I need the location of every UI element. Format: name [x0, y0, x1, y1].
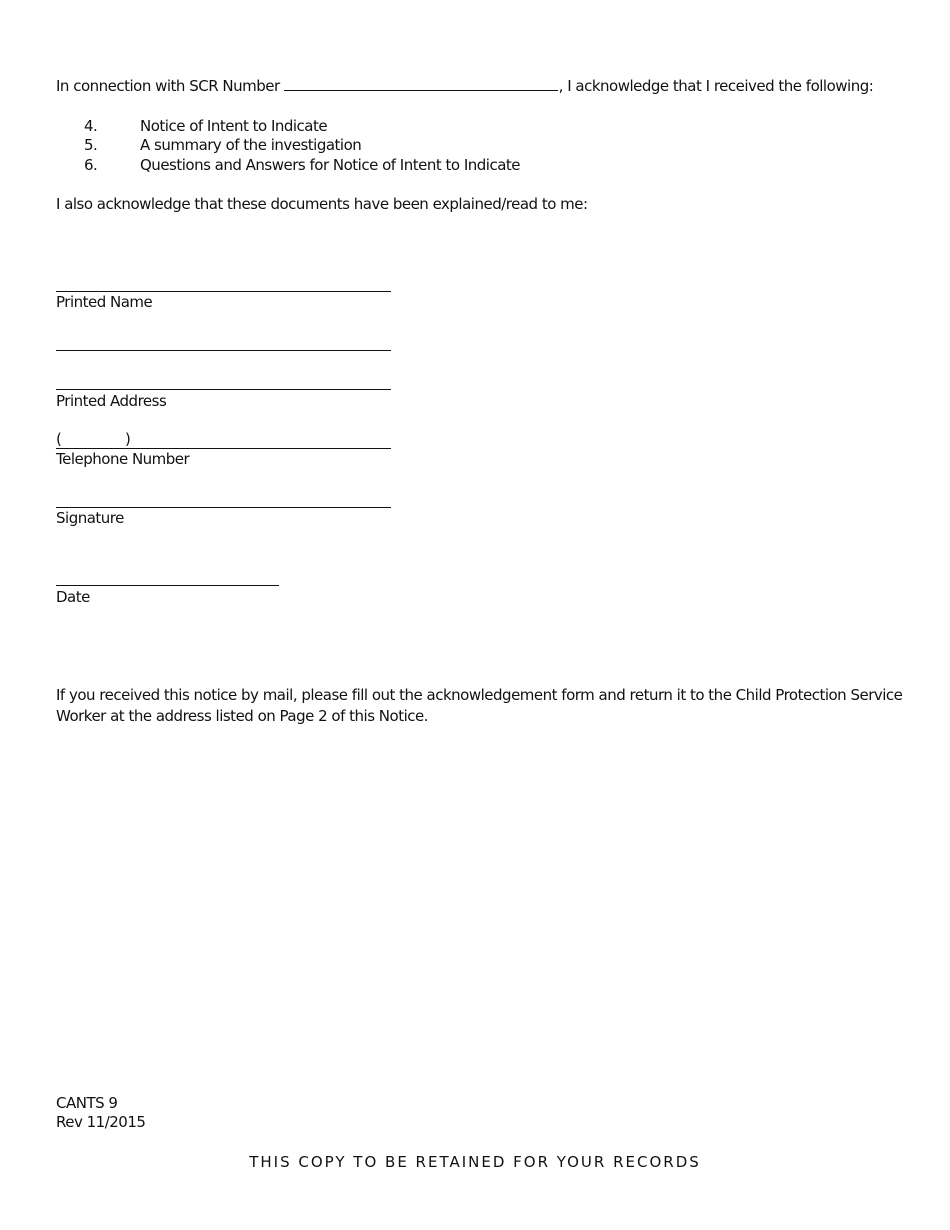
telephone-label: Telephone Number — [56, 450, 190, 468]
address-line-2[interactable] — [56, 389, 391, 390]
signature-line[interactable] — [56, 507, 391, 508]
date-line[interactable] — [56, 585, 279, 586]
list-item-number: 6. — [84, 156, 98, 174]
date-label: Date — [56, 588, 90, 606]
acknowledge-statement: I also acknowledge that these documents have been explained/read to me: — [56, 195, 588, 213]
form-code: CANTS 9 — [56, 1094, 118, 1112]
intro-line — [56, 76, 873, 95]
intro-suffix: , I acknowledge that I received the following: — [558, 77, 874, 95]
printed-address-label: Printed Address — [56, 392, 167, 410]
telephone-line[interactable] — [56, 448, 391, 449]
list-item-text: Notice of Intent to Indicate — [140, 117, 328, 135]
printed-name-label: Printed Name — [56, 293, 153, 311]
list-item-text: A summary of the investigation — [140, 136, 362, 154]
mail-instructions: If you received this notice by mail, please fill out the acknowledgement form and return it to the Child Protection Service Worker at the address listed on Page 2 of this Notice. — [56, 686, 903, 725]
address-line-1[interactable] — [56, 350, 391, 351]
list-item-number: 4. — [84, 117, 98, 135]
scr-number-blank[interactable] — [284, 76, 558, 91]
list-item-number: 5. — [84, 136, 98, 154]
phone-area-open-paren: ( — [56, 430, 62, 448]
retain-copy-note: THIS COPY TO BE RETAINED FOR YOUR RECORDS — [249, 1153, 701, 1171]
intro-prefix: In connection with SCR Number — [56, 77, 280, 95]
printed-name-line[interactable] — [56, 291, 391, 292]
form-revision: Rev 11/2015 — [56, 1113, 146, 1131]
list-item-text: Questions and Answers for Notice of Intent to Indicate — [140, 156, 520, 174]
signature-label: Signature — [56, 509, 124, 527]
phone-area-close-paren: ) — [125, 430, 131, 448]
